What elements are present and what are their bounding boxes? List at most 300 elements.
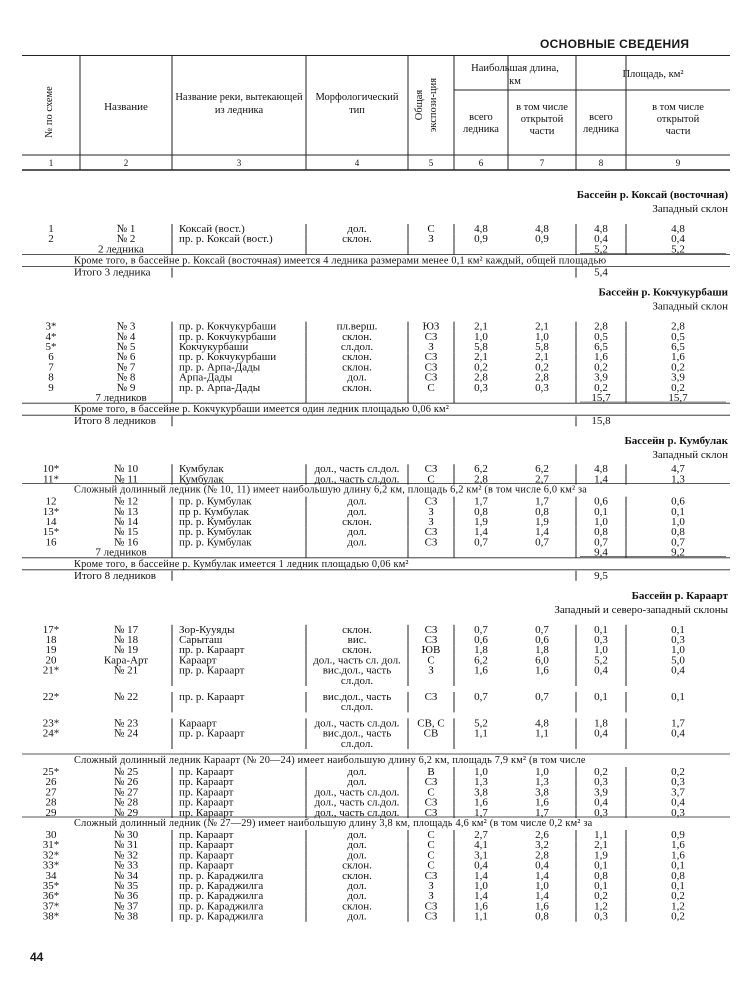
- table-cell: 0,2: [535, 361, 549, 374]
- table-cell: склон.: [342, 330, 372, 343]
- page-number: 44: [30, 950, 44, 964]
- table-cell: ЮЗ: [422, 320, 440, 333]
- table-cell: № 17: [113, 623, 139, 636]
- table-cell: С: [427, 786, 435, 799]
- col-7-header-line3: части: [529, 126, 555, 137]
- table-cell: 0,8: [671, 869, 685, 882]
- table-cell: 0,2: [671, 361, 685, 374]
- table-cell: 1,4: [535, 890, 549, 903]
- table-cell: 1,0: [594, 516, 608, 528]
- scheme-number: 3*: [45, 320, 57, 333]
- table-cell: дол., часть сл.дол.: [314, 717, 400, 730]
- table-cell: 5,0: [671, 654, 685, 667]
- table-cell: пр. р. Кумбулак: [179, 526, 252, 539]
- table-cell: 0,3: [594, 910, 608, 923]
- column-number-1: 1: [48, 158, 54, 168]
- table-cell: 1,1: [535, 727, 549, 740]
- table-cell: 4,8: [474, 223, 488, 235]
- table-cell: склон.: [342, 644, 372, 657]
- table-cell: 0,4: [594, 796, 608, 809]
- table-cell: склон.: [342, 351, 372, 364]
- table-cell: 0,6: [474, 634, 488, 646]
- table-cell: З: [428, 890, 434, 903]
- column-number-5: 5: [428, 158, 434, 168]
- table-cell: № 14: [113, 516, 139, 528]
- table-cell: № 29: [113, 806, 139, 819]
- slope-heading: Западный склон: [652, 449, 728, 462]
- table-cell: вис.дол., часть: [322, 664, 392, 677]
- table-cell: 5,8: [535, 341, 549, 353]
- column-number-6: 6: [478, 158, 484, 168]
- table-cell: 1,7: [535, 806, 549, 819]
- table-cell: № 10: [113, 463, 139, 476]
- slope-heading: Западный и северо-западный склоны: [554, 603, 728, 616]
- col-9-header-line1: в том числе: [652, 102, 704, 113]
- table-cell: 1,0: [474, 880, 488, 892]
- table-cell: № 15: [113, 526, 139, 539]
- table-cell: пр. р. Кумбулак: [179, 536, 252, 549]
- table-cell: пр. р. Караджилга: [179, 910, 264, 923]
- table-cell: № 26: [113, 776, 139, 789]
- scheme-number: 31*: [42, 839, 60, 852]
- scheme-number: 4*: [45, 330, 57, 343]
- table-cell: 2,8: [474, 473, 488, 486]
- col-3-header-line1: Название реки, вытекающей: [175, 92, 303, 103]
- col-7-header-line2: открытой: [520, 114, 564, 125]
- table-cell: 0,5: [594, 330, 608, 343]
- table-cell: 0,9: [474, 233, 488, 246]
- table-cell: 0,7: [474, 691, 488, 703]
- table-cell: пр. р. Караджилга: [179, 890, 264, 903]
- table-cell: 4,8: [535, 717, 549, 730]
- table-cell: 0,1: [594, 691, 608, 703]
- table-cell: склон.: [342, 361, 372, 374]
- table-cell: склон.: [342, 233, 372, 246]
- col-3-header-line2: из ледника: [214, 105, 264, 116]
- table-cell: 3,9: [594, 371, 608, 384]
- table-cell: 1,7: [535, 495, 549, 508]
- note-text: Сложный долинный ледник (№ 10, 11) имеет наибольшую длину 6,2 км, площадь 6,2 км² (в том числе 6,0 км² за: [74, 484, 588, 496]
- table-cell: СЗ: [424, 495, 438, 508]
- note-text: Кроме того, в бассейне р. Кумбулак имеется 1 ледник площадью 0,06 км²: [74, 558, 409, 570]
- table-cell: Арпа-Дады: [179, 371, 233, 384]
- table-cell: пр. р. Караарт: [179, 691, 245, 703]
- total-area: 9,5: [594, 569, 608, 582]
- table-cell: 1,6: [535, 796, 549, 809]
- column-number-2: 2: [123, 158, 129, 168]
- table-cell: 3,9: [671, 371, 685, 384]
- running-header: ОСНОВНЫЕ СВЕДЕНИЯ: [540, 37, 690, 51]
- table-cell: № 9: [116, 381, 136, 394]
- table-cell: СЗ: [424, 634, 438, 646]
- scheme-number: 8: [48, 371, 54, 384]
- table-cell: Коксай (вост.): [179, 223, 245, 235]
- table-cell: В: [427, 766, 435, 778]
- scheme-number: 5*: [45, 341, 57, 353]
- table-cell: пр. Караарт: [179, 766, 234, 778]
- table-cell: З: [428, 880, 434, 892]
- table-cell: 0,6: [594, 495, 608, 508]
- table-cell: СЗ: [424, 371, 438, 384]
- table-cell: склон.: [342, 900, 372, 913]
- table-cell: 3,1: [474, 849, 488, 862]
- scheme-number: 7: [48, 361, 54, 374]
- table-cell: сл.дол.: [340, 737, 374, 750]
- table-cell: 0,3: [474, 381, 488, 394]
- table-cell: № 8: [116, 371, 136, 384]
- table-cell: 0,7: [594, 536, 608, 549]
- col-6-header-line2: ледника: [463, 124, 499, 135]
- table-cell: 1,1: [474, 910, 488, 923]
- table-cell: С: [427, 473, 435, 486]
- scheme-number: 30: [45, 829, 57, 841]
- table-cell: № 37: [113, 900, 139, 913]
- table-cell: З: [428, 516, 434, 528]
- scheme-number: 9: [48, 381, 54, 394]
- table-cell: 1,9: [474, 516, 488, 528]
- table-cell: № 6: [116, 351, 136, 364]
- table-cell: 1,0: [474, 766, 488, 778]
- table-cell: 0,3: [671, 634, 685, 646]
- table-cell: З: [428, 341, 434, 353]
- total-area: 5,4: [594, 266, 608, 279]
- scheme-number: 27: [45, 786, 57, 799]
- table-cell: 6,0: [535, 654, 549, 667]
- table-cell: № 31: [113, 839, 139, 852]
- table-cell: СЗ: [424, 869, 438, 882]
- table-cell: Сарыташ: [179, 634, 223, 646]
- table-cell: дол.: [347, 829, 367, 841]
- table-cell: 2,1: [535, 320, 549, 333]
- total-label: Итого 3 ледника: [74, 266, 151, 279]
- table-cell: 1,3: [474, 776, 488, 789]
- table-cell: СВ: [423, 727, 439, 740]
- area-group-header: Площадь, км²: [622, 69, 684, 80]
- table-cell: 2,1: [474, 351, 488, 364]
- table-cell: 3,7: [671, 786, 685, 799]
- table-cell: сл.дол.: [340, 674, 374, 687]
- table-cell: 0,7: [671, 536, 685, 549]
- table-cell: 1,8: [535, 644, 549, 657]
- table-cell: № 27: [113, 786, 139, 799]
- basin-heading: Бассейн р. Кокчукурбаши: [598, 286, 728, 299]
- scheme-number: 1: [48, 223, 54, 235]
- table-cell: 1,4: [535, 869, 549, 882]
- table-cell: С: [427, 829, 435, 841]
- table-cell: 0,3: [594, 634, 608, 646]
- table-cell: СЗ: [424, 900, 438, 913]
- table-cell: ЮВ: [421, 644, 441, 657]
- table-cell: З: [428, 505, 434, 518]
- table-cell: 2,6: [535, 829, 549, 841]
- table-cell: Зор-Кууяды: [179, 623, 235, 636]
- table-cell: 0,3: [671, 806, 685, 819]
- table-cell: пр. р. Коксай (вост.): [179, 233, 273, 246]
- col-1-header: № по схеме: [44, 86, 55, 138]
- table-cell: № 5: [116, 341, 136, 353]
- table-cell: 0,4: [535, 859, 549, 872]
- table-cell: 1,6: [594, 351, 608, 364]
- scheme-number: 13*: [42, 505, 60, 518]
- slope-heading: Западный склон: [652, 300, 728, 313]
- col-8-header-line2: ледника: [583, 124, 619, 135]
- table-cell: № 16: [113, 536, 139, 549]
- scheme-number: 32*: [42, 849, 60, 862]
- table-cell: 4,8: [535, 223, 549, 235]
- table-cell: 5,2: [594, 654, 608, 667]
- total-label: Итого 8 ледников: [74, 415, 156, 428]
- table-cell: 1,9: [535, 516, 549, 528]
- col-5-header-line1: Общая: [414, 89, 425, 121]
- table-cell: вис.дол., часть: [322, 691, 392, 703]
- table-cell: 1,0: [671, 644, 685, 657]
- table-cell: СЗ: [424, 330, 438, 343]
- table-cell: дол.: [347, 766, 367, 778]
- table-cell: дол.: [347, 849, 367, 862]
- table-cell: дол., часть сл.дол.: [314, 463, 400, 476]
- scheme-number: 21*: [42, 664, 60, 677]
- scheme-number: 38*: [42, 910, 60, 923]
- table-cell: 1,6: [474, 900, 488, 913]
- table-cell: пр. р. Кокчукурбаши: [179, 320, 277, 333]
- table-cell: 6,5: [671, 341, 685, 353]
- table-cell: С: [427, 381, 435, 394]
- table-cell: 0,8: [594, 526, 608, 539]
- subtotal-area-total: 9,4: [594, 546, 608, 559]
- scheme-number: 24*: [42, 727, 60, 740]
- table-cell: дол.: [347, 839, 367, 852]
- table-cell: СЗ: [424, 526, 438, 539]
- table-cell: 0,4: [671, 664, 685, 677]
- col-7-header-line1: в том числе: [516, 102, 568, 113]
- table-cell: Караарт: [179, 717, 217, 730]
- table-cell: пр. Караарт: [179, 829, 234, 841]
- table-cell: 1,6: [474, 664, 488, 677]
- table-cell: вис.: [347, 634, 367, 646]
- table-cell: сл.дол.: [340, 701, 374, 714]
- table-cell: 0,8: [474, 505, 488, 518]
- table-cell: 0,8: [594, 869, 608, 882]
- table-cell: 0,1: [671, 859, 685, 872]
- table-cell: пр. Караарт: [179, 859, 234, 872]
- table-cell: 1,9: [594, 849, 608, 862]
- table-cell: № 35: [113, 880, 139, 892]
- table-cell: дол.: [347, 880, 367, 892]
- table-cell: С: [427, 849, 435, 862]
- table-header: [44, 63, 704, 168]
- table-cell: СЗ: [424, 910, 438, 923]
- scheme-number: 22*: [42, 691, 60, 703]
- scheme-number: 37*: [42, 900, 60, 913]
- table-cell: 1,0: [535, 330, 549, 343]
- table-cell: вис.дол., часть: [322, 727, 392, 740]
- table-cell: пр. Караарт: [179, 839, 234, 852]
- table-cell: № 34: [113, 869, 139, 882]
- table-cell: склон.: [342, 859, 372, 872]
- table-cell: 6,5: [594, 341, 608, 353]
- table-cell: СВ, С: [417, 717, 445, 730]
- table-cell: № 30: [113, 829, 139, 841]
- table-cell: № 12: [113, 495, 139, 508]
- subtotal-label: 7 ледников: [95, 392, 147, 404]
- table-cell: 1,6: [535, 664, 549, 677]
- basin-heading: Бассейн р. Коксай (восточная): [576, 189, 728, 201]
- note-text: Кроме того, в бассейне р. Коксай (восточная) имеется 4 ледника размерами менее 0,1 км² каждый, общей площадью: [74, 255, 607, 267]
- table-cell: 1,2: [594, 900, 608, 913]
- table-cell: 1,4: [474, 526, 488, 539]
- table-cell: 0,2: [594, 766, 608, 778]
- table-cell: 0,9: [671, 829, 685, 841]
- table-cell: 0,7: [474, 623, 488, 636]
- table-cell: 0,9: [535, 233, 549, 246]
- table-cell: 0,4: [671, 796, 685, 809]
- scheme-number: 35*: [42, 880, 60, 892]
- total-label: Итого 8 ледников: [74, 569, 156, 582]
- table-cell: 1,8: [474, 644, 488, 657]
- table-cell: № 4: [116, 330, 136, 343]
- table-cell: 1,7: [474, 495, 488, 508]
- col-4-header-line2: тип: [349, 105, 365, 116]
- table-cell: СЗ: [424, 351, 438, 364]
- table-cell: 0,2: [671, 766, 685, 778]
- note-text: Сложный долинный ледник (№ 27—29) имеет наибольшую длину 3,8 км, площадь 4,6 км² (в том числе 0,2 км² за: [74, 818, 593, 829]
- table-cell: 1,6: [671, 849, 685, 862]
- note-text: Сложный долинный ледник Караарт (№ 20—24) имеет наибольшую длину 6,2 км, площадь 7,9 км² (в том числе: [74, 755, 586, 766]
- subtotal-label: 2 ледника: [98, 243, 144, 256]
- table-cell: пр. р. Караджилга: [179, 869, 264, 882]
- table-cell: 4,8: [594, 463, 608, 476]
- table-cell: 0,1: [594, 880, 608, 892]
- table-cell: 0,1: [671, 691, 685, 703]
- table-cell: дол.: [347, 526, 367, 539]
- scheme-number: 33*: [42, 859, 60, 872]
- table-cell: № 19: [113, 644, 139, 657]
- table-cell: № 28: [113, 796, 139, 809]
- table-cell: 6,2: [535, 463, 549, 476]
- table-cell: СЗ: [424, 691, 438, 703]
- table-cell: 5,8: [474, 341, 488, 353]
- table-cell: пр. Караарт: [179, 776, 234, 789]
- table-cell: № 7: [116, 361, 136, 374]
- table-cell: № 11: [114, 473, 138, 486]
- table-cell: 0,4: [594, 664, 608, 677]
- table-cell: 1,0: [594, 644, 608, 657]
- scheme-number: 14: [45, 516, 57, 528]
- total-area: 15,8: [591, 415, 611, 428]
- table-cell: 1,2: [671, 900, 685, 913]
- table-cell: 0,4: [594, 727, 608, 740]
- table-cell: пр. р. Караарт: [179, 727, 245, 740]
- slope-heading: Западный склон: [652, 203, 728, 215]
- table-cell: 3,8: [535, 786, 549, 799]
- table-cell: СЗ: [424, 536, 438, 549]
- table-cell: Кумбулак: [179, 463, 224, 476]
- table-cell: дол., часть сл.дол.: [314, 786, 400, 799]
- table-cell: 3,9: [594, 786, 608, 799]
- basin-heading: Бассейн р. Караарт: [631, 589, 728, 602]
- table-cell: 5,2: [474, 717, 488, 730]
- subtotal-area-open: 5,2: [671, 243, 685, 256]
- table-cell: 0,2: [671, 890, 685, 903]
- table-cell: пр р. Кумбулак: [179, 505, 249, 518]
- col-6-header-line1: всего: [469, 112, 493, 123]
- table-cell: 1,6: [474, 796, 488, 809]
- table-cell: 1,1: [594, 829, 608, 841]
- table-cell: 1,1: [474, 727, 488, 740]
- table-cell: 0,2: [474, 361, 488, 374]
- column-number-8: 8: [598, 158, 604, 168]
- table-cell: склон.: [342, 516, 372, 528]
- table-cell: 4,8: [594, 223, 608, 235]
- col-9-header-line3: части: [665, 126, 691, 137]
- table-cell: 0,1: [671, 623, 685, 636]
- table-cell: 6,2: [474, 654, 488, 667]
- table-cell: 1,4: [535, 526, 549, 539]
- scheme-number: 6: [48, 351, 54, 364]
- scheme-number: 25*: [42, 766, 60, 778]
- table-cell: 1,4: [474, 890, 488, 903]
- table-cell: 6,2: [474, 463, 488, 476]
- table-cell: 1,6: [671, 839, 685, 852]
- subtotal-area-total: 5,2: [594, 243, 608, 256]
- table-cell: 0,1: [594, 505, 608, 518]
- table-cell: 3,8: [474, 786, 488, 799]
- table-cell: 0,3: [594, 806, 608, 819]
- scheme-number: 2: [48, 233, 54, 246]
- table-cell: 0,2: [594, 890, 608, 903]
- table-cell: 2,7: [535, 473, 549, 486]
- subtotal-area-open: 15,7: [668, 392, 688, 404]
- col-9-header-line2: открытой: [656, 114, 700, 125]
- table-cell: 0,3: [671, 776, 685, 789]
- table-cell: 2,7: [474, 829, 488, 841]
- table-cell: 0,1: [671, 505, 685, 518]
- table-cell: 3,2: [535, 839, 549, 852]
- table-cell: 2,8: [535, 371, 549, 384]
- table-cell: дол., часть сл.дол.: [314, 806, 400, 819]
- table-cell: 0,6: [535, 634, 549, 646]
- scheme-number: 28: [45, 796, 57, 809]
- table-cell: пр. р. Арпа-Дады: [179, 381, 261, 394]
- table-cell: Кокчукурбаши: [179, 341, 249, 353]
- col-8-header-line1: всего: [589, 112, 613, 123]
- table-cell: СЗ: [424, 463, 438, 476]
- length-group-header-line2: км: [509, 76, 521, 87]
- col-4-header-line1: Морфологический: [315, 92, 399, 103]
- note-text: Кроме того, в бассейне р. Кокчукурбаши имеется один ледник площадью 0,06 км²: [74, 404, 450, 416]
- table-cell: № 38: [113, 910, 139, 923]
- scheme-number: 12: [45, 495, 57, 508]
- table-cell: 4,1: [474, 839, 488, 852]
- table-cell: дол.: [347, 505, 367, 518]
- table-cell: СЗ: [424, 361, 438, 374]
- table-cell: С: [427, 223, 435, 235]
- table-cell: СЗ: [424, 623, 438, 636]
- length-group-header-line1: Наибольшая длина,: [471, 63, 559, 74]
- table-cell: дол.: [347, 223, 367, 235]
- table-cell: пр. р. Караджилга: [179, 880, 264, 892]
- table-cell: сл.дол.: [340, 341, 374, 353]
- table-cell: 2,1: [594, 839, 608, 852]
- table-cell: 2,8: [671, 320, 685, 333]
- column-number-3: 3: [236, 158, 242, 168]
- table-cell: С: [427, 859, 435, 872]
- table-cell: 1,7: [671, 717, 685, 730]
- table-cell: Кара-Арт: [103, 654, 149, 667]
- table-cell: № 1: [116, 223, 136, 235]
- table-cell: № 3: [116, 320, 136, 333]
- scheme-number: 15*: [42, 526, 60, 539]
